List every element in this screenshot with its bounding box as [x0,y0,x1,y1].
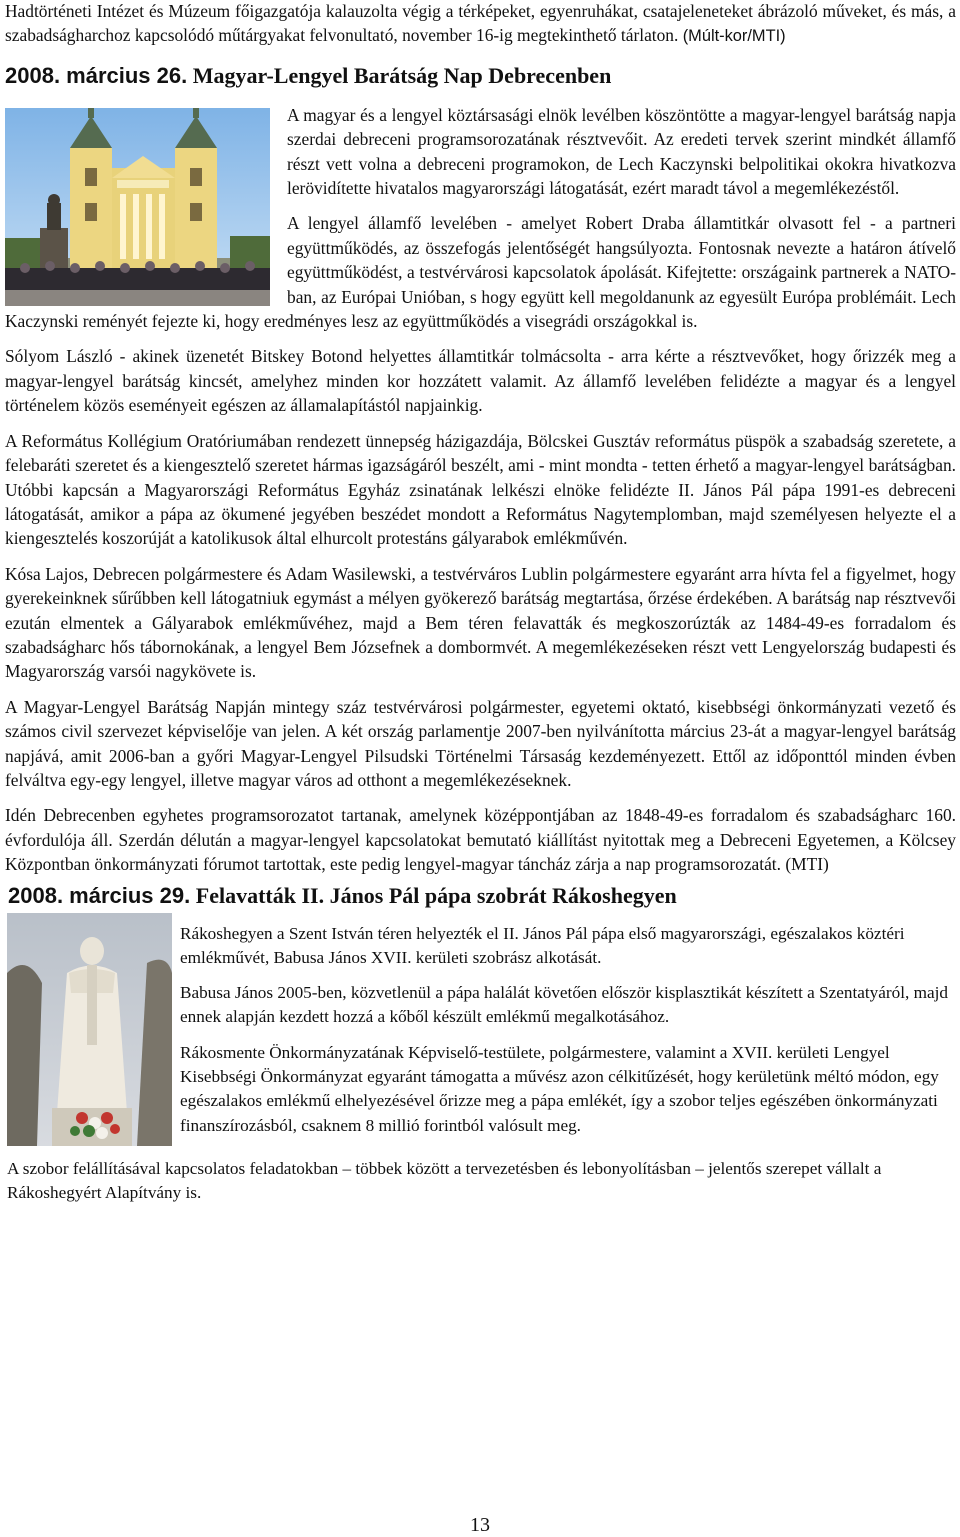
section1-paragraph: A Református Kollégium Oratóriumában rendezett ünnepség házigazdája, Bölcskei Gusztáv református püspök a szabadság szeretete, a felebaráti szeretet és a kiengesztelő szeretet hármas igazságáról beszélt, ami - mint mondta - tetten érhető a magyar-lengyel barátságban. Utóbbi kapcsán a Magyarországi Református Egyház zsinatának lelkészi elnöke felidézte II. János Pál pápa 1991-es debreceni látogatását, amikor a pápa az ökumené jegyében beszédet mondott a Református Nagytemplomban, majd személyesen helyezte el a kiengesztelés koszorúját a katolikusok által elhurcolt protestáns gályarabok emlékművén. [5,430,956,549]
debrecen-church-photo [5,108,270,306]
section2-paragraph: A szobor felállításával kapcsolatos feladatokban – többek között a tervezetésben és lebonyolításban – jelentős szerepet vállalt a Rákoshegyért Alapítvány is. [7,1158,882,1202]
section1-heading [5,63,956,89]
section2-paragraph: Babusa János 2005-ben, közvetlenül a pápa halálát követően először kisplasztikát készített a Szentatyáról, majd ennek alapján kezdett hozzá a kőből készült emlékmű megalkotásához. [180,983,948,1027]
intro-credit: (Múlt-kor/MTI) [682,27,786,46]
section1-paragraph: A magyar és a lengyel köztársasági elnök levélben köszöntötte a magyar-lengyel barátság napja szerdai debreceni programsorozatának résztvevőit. Az eredeti tervek szerint mindkét államfő részt vett volna a debreceni programokon, de Lech Kaczynski belpolitikai okokra hivatkozva lerövidítette hivatalos magyarországi látogatását, ezért maradt távol a megemlékezéstől. [287,104,956,199]
intro-paragraph [5,0,956,49]
section1-paragraph: Kósa Lajos, Debrecen polgármestere és Adam Wasilewski, a testvérváros Lublin polgármestere egyaránt arra hívta fel a figyelmet, hogy gyerekeinknek sűrűbben kell látogatniuk egymást a mélyen gyökerező barátság megtartása, őrzése érdekében. A barátság nap résztvevői ezután elmentek a Gályarabok emlékművéhez, majd a Bem téren felavatták és megkoszorúzták az 1484-49-es forradalom és szabadságharc hős tábornokának, a lengyel Bem Józsefnek a dombormvét. A megemlékezéseken részt vett Lengyelország budapesti és Magyarország varsói nagykövete is. [5,563,956,682]
section1-paragraph: A Magyar-Lengyel Barátság Napján mintegy száz testvérvárosi polgármester, egyetemi oktató, kisebbségi önkormányzati vezető és számos civil szervezet képviselője van jelen. A két ország parlamentje 2007-ben nyilvánította március 23-át a magyar-lengyel barátság napjává, amit 2006-ban a győri Magyar-Lengyel Pilsudski Történelmi Társaság kezdeményezett. Ettől az időponttól minden évben felváltva egy-egy lengyel, illetve magyar város ad otthont a megemlékezéseknek. [5,696,956,790]
section2-paragraph: Rákosmente Önkormányzatának Képviselő-testülete, polgármestere, valamint a XVII. kerületi Lengyel Kisebbségi Önkormányzat egyaránt támogatta a művész azon célkitűzését, hogy kerületünk méltó módon, egy egészalakos emlékmű elhelyezésével őrizze meg a pápa emlékét, így a szobor teljes egészében önkormányzati finanszírozásból, csaknem 8 millió forintból valósult meg. [180,1042,939,1135]
section2-paragraph: Rákoshegyen a Szent István téren helyezték el II. János Pál pápa első magyarországi, egészalakos köztéri emlékművét, Babusa János XVII. kerületi szobrász alkotását. [180,923,905,967]
pope-statue-photo [7,913,172,1146]
page-number: 13 [470,1514,490,1536]
section2-date: 2008. március 29. [8,882,191,908]
section1-paragraph: A lengyel államfő levelében - amelyet Robert Draba államtitkár olvasott fel - a partneri együttműködés, az összefogás jelentőségét hangsúlyozta. Fontosnak nevezte a határon átívelő együttműködést, a testvérvárosi kapcsolatok ápolását. Kifejtette: országaink partnerek a NATO-ban, az Európai Unióban, s hogy együtt kell megoldanunk az egyesült Európa problémáit. Lech Kaczynski reményét fejezte ki, hogy eredményes lesz az együttműködés a visegrádi országokkal is. [5,213,956,332]
section1-paragraph: Idén Debrecenben egyhetes programsorozatot tartanak, amelynek középpontjában az 1848-49-es forradalom és szabadságharc 160. évfordulója áll. Szerdán délután a magyar-lengyel kapcsolatokat bemutató kiállítást nyitottak meg a Debreceni Egyetemen, a Kölcsey Központban önkormányzati fórumot tartottak, este pedig lengyel-magyar táncház zárja a nap programsorozatát. (MTI) [5,805,956,875]
section1-date: 2008. március 26. [5,62,188,88]
section1-title: Magyar-Lengyel Barátság Nap Debrecenben [192,62,612,88]
intro-text: Hadtörténeti Intézet és Múzeum főigazgatója kalauzolta végig a térképeket, egyenruhákat, csatajeleneteket ábrázoló műveket, és más, a szabadságharchoz kapcsolódó műtárgyakat felvonultató, november 16-ig megtekinthető tárlaton. [5,1,956,46]
section2-heading [8,883,956,909]
section1-paragraph: Sólyom László - akinek üzenetét Bitskey Botond helyettes államtitkár tolmácsolta - arra kérte a résztvevőket, hogy őrizzék meg a magyar-lengyel barátság kincsét, amelyhez minden kor hozzátett valamit. Az államfő levelében felidézte a magyar és a lengyel történelem közös eseményeit egészen az államalapítástól napjainkig. [5,346,956,416]
section2-body [7,909,956,1206]
section2-title: Felavatták II. János Pál pápa szobrát Rákoshegyen [195,882,677,908]
document-page [5,0,956,1205]
